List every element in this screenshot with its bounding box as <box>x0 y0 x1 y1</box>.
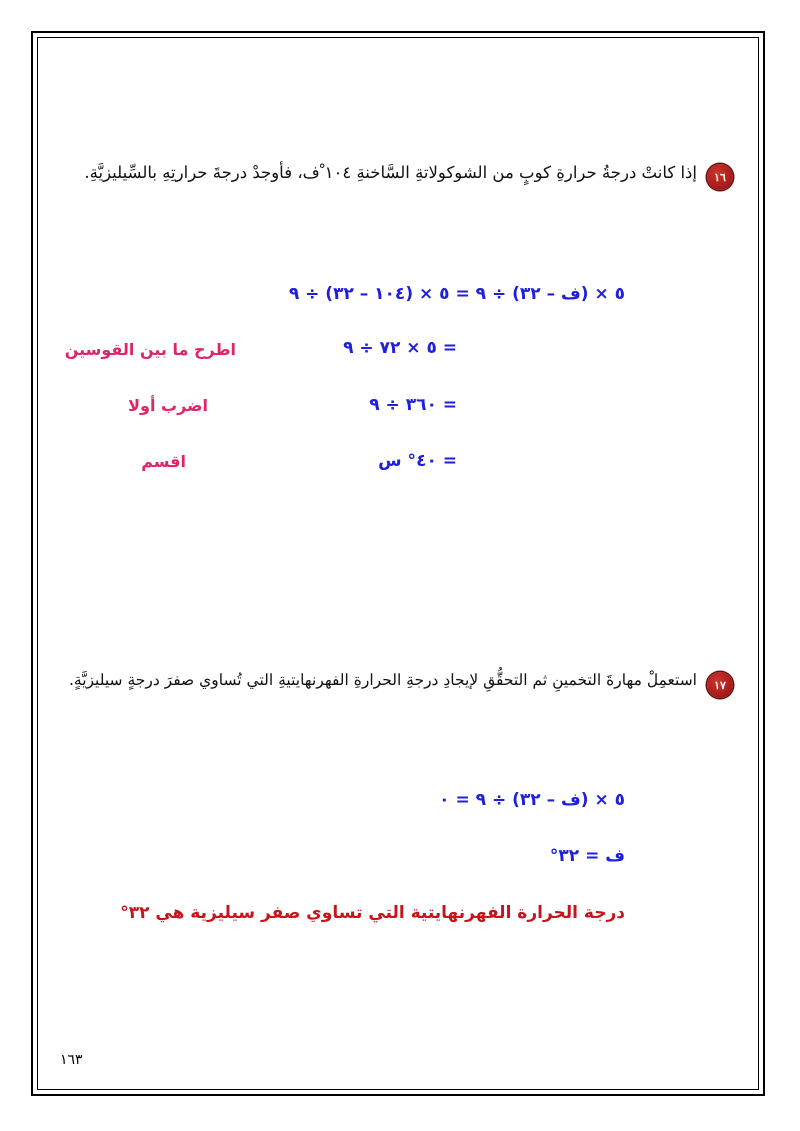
q16-equation-line-4: = ٤٠° س <box>378 451 457 471</box>
question-17-number: ١٧ <box>714 678 726 692</box>
question-16-badge <box>707 164 733 190</box>
q16-note-subtract: اطرح ما بين القوسين <box>64 340 236 359</box>
q17-equation-line-1: ٥ × (ف – ٣٢) ÷ ٩ = ٠ <box>439 790 625 810</box>
question-17-text: استعمِلْ مهارةَ التخمينِ ثم التحقُّقِ لإيجادِ درجةِ الحرارةِ الفهرنهايتيةِ التي تُساوي صفرَ درجةٍ سيليزيَّةٍ. <box>68 671 697 689</box>
page-border-inner <box>37 37 759 1090</box>
q16-equation-line-1: ٥ × (ف – ٣٢) ÷ ٩ = ٥ × (١٠٤ – ٣٢) ÷ ٩ <box>288 284 625 304</box>
question-16-number: ١٦ <box>714 170 726 184</box>
q17-conclusion: درجة الحرارة الفهرنهايتية التي تساوي صفر سيليزية هي ٣٢° <box>120 903 625 923</box>
page-number: ١٦٣ <box>60 1052 83 1068</box>
q16-note-multiply: اضرب أولا <box>128 396 208 415</box>
question-16-text: إذا كانتْ درجةُ حرارةِ كوبٍ من الشوكولاتةِ السَّاخنةِ ١٠٤ ْف، فأوجدْ درجةَ حرارتِهِ بالسِّيليزيَّةِ. <box>84 163 697 182</box>
q16-note-divide: اقسم <box>141 452 186 471</box>
q17-equation-line-2: ف = ٣٢° <box>549 846 625 866</box>
q16-equation-line-2: = ٥ × ٧٢ ÷ ٩ <box>343 338 457 358</box>
question-17-badge <box>707 672 733 698</box>
q16-equation-line-3: = ٣٦٠ ÷ ٩ <box>369 395 457 415</box>
